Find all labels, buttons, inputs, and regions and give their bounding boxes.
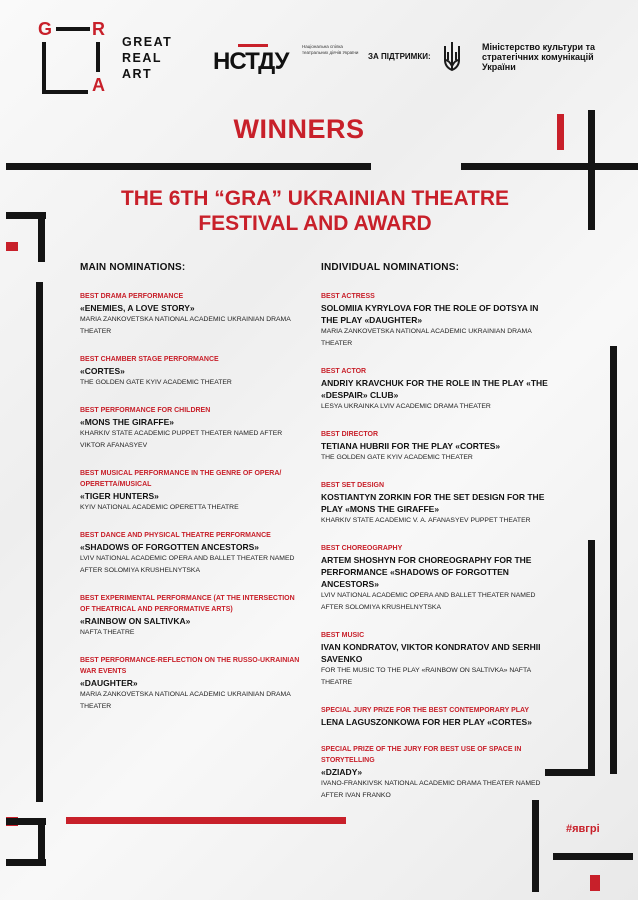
individual-nomination-entry bbox=[321, 480, 551, 527]
nomination-institution: THE GOLDEN GATE KYIV ACADEMIC THEATER bbox=[321, 454, 473, 461]
main-nomination-entry bbox=[80, 291, 302, 338]
ntay-logo-accent bbox=[238, 44, 268, 47]
gra-logo bbox=[38, 19, 105, 95]
nomination-winner: «CORTES» bbox=[80, 366, 125, 376]
nomination-winner: SOLOMIIA KYRYLOVA FOR THE ROLE OF DOTSYA IN THE PLAY «DAUGHTER» bbox=[321, 303, 539, 325]
nomination-category: BEST DRAMA PERFORMANCE bbox=[80, 293, 184, 300]
nomination-category: SPECIAL JURY PRIZE FOR THE BEST CONTEMPORARY PLAY bbox=[321, 707, 530, 714]
deco-vertical-right-bottom bbox=[588, 540, 595, 776]
main-nomination-entry bbox=[80, 530, 302, 577]
nomination-category: BEST DANCE AND PHYSICAL THEATRE PERFORMANCE bbox=[80, 532, 271, 539]
support-label: ЗА ПІДТРИМКИ: bbox=[368, 52, 431, 61]
gra-letter-g: G bbox=[38, 19, 53, 39]
nomination-winner: «RAINBOW ON SALTIVKA» bbox=[80, 616, 191, 626]
gra-word-real: REAL bbox=[122, 51, 163, 65]
nomination-institution: MARIA ZANKOVETSKA NATIONAL ACADEMIC UKRAINIAN DRAMA THEATER bbox=[80, 691, 291, 710]
nomination-category: BEST MUSIC bbox=[321, 632, 365, 639]
main-nomination-entry bbox=[80, 405, 302, 452]
gra-letter-r: R bbox=[92, 19, 105, 39]
individual-nominations-heading: INDIVIDUAL NOMINATIONS: bbox=[321, 262, 460, 273]
nomination-winner: KOSTIANTYN ZORKIN FOR THE SET DESIGN FOR THE PLAY «MONS THE GIRAFFE» bbox=[321, 492, 545, 514]
festival-subtitle: THE 6TH “GRA” UKRAINIAN THEATRE FESTIVAL AND AWARD bbox=[120, 187, 510, 235]
deco-red-square-left bbox=[6, 242, 18, 251]
nomination-institution: KYIV NATIONAL ACADEMIC OPERETTA THEATRE bbox=[80, 504, 239, 511]
nomination-category: BEST EXPERIMENTAL PERFORMANCE (AT THE INTERSECTION OF THEATRICAL AND PERFORMATIVE ARTS) bbox=[80, 595, 295, 613]
main-nominations-column bbox=[80, 262, 302, 729]
nomination-institution: KHARKIV STATE ACADEMIC PUPPET THEATER NAMED AFTER VIKTOR AFANASYEV bbox=[80, 430, 283, 449]
page-title: WINNERS bbox=[233, 114, 365, 144]
individual-nomination-entry bbox=[321, 291, 551, 350]
individual-nomination-entry bbox=[321, 543, 551, 614]
nomination-category: BEST CHOREOGRAPHY bbox=[321, 545, 403, 552]
main-nomination-entry bbox=[80, 468, 302, 514]
gra-word-great: GREAT bbox=[122, 35, 173, 49]
nomination-category: BEST ACTOR bbox=[321, 368, 367, 375]
nomination-winner: «DZIADY» bbox=[321, 767, 363, 777]
gra-wordmark bbox=[122, 34, 172, 82]
nomination-category: BEST ACTRESS bbox=[321, 293, 375, 300]
nomination-winner: «ENEMIES, A LOVE STORY» bbox=[80, 303, 195, 313]
individual-nominations-column bbox=[321, 262, 551, 818]
nomination-category: BEST CHAMBER STAGE PERFORMANCE bbox=[80, 356, 219, 363]
nomination-institution: LVIV NATIONAL ACADEMIC OPERA AND BALLET THEATER NAMED AFTER SOLOMIYA KRUSHELNYTSKA bbox=[80, 555, 295, 574]
main-nominations-heading: MAIN NOMINATIONS: bbox=[80, 262, 186, 273]
nomination-winner: ARTEM SHOSHYN FOR CHOREOGRAPHY FOR THE PERFORMANCE «SHADOWS OF FORGOTTEN ANCESTORS» bbox=[321, 555, 532, 589]
nomination-institution: FOR THE MUSIC TO THE PLAY «RAINBOW ON SALTIVKA» NAFTA THEATRE bbox=[321, 667, 531, 686]
deco-line-right-bottom bbox=[545, 769, 595, 776]
nomination-winner: IVAN KONDRATOV, VIKTOR KONDRATOV AND SERHII SAVENKO bbox=[321, 642, 541, 664]
nomination-winner: ANDRIY KRAVCHUK FOR THE ROLE IN THE PLAY «THE «DESPAIR» CLUB» bbox=[321, 378, 548, 400]
ntay-logo: НСТДУ bbox=[213, 48, 289, 75]
nomination-winner: «MONS THE GIRAFFE» bbox=[80, 417, 174, 427]
nomination-winner: TETIANA HUBRII FOR THE PLAY «CORTES» bbox=[321, 441, 501, 451]
nomination-institution: LESYA UKRAINKA LVIV ACADEMIC DRAMA THEATER bbox=[321, 403, 491, 410]
deco-red-line-bottom bbox=[66, 817, 346, 824]
deco-red-square-bottom-right bbox=[590, 875, 600, 891]
deco-line-top-left bbox=[6, 163, 371, 170]
nomination-institution: LVIV NATIONAL ACADEMIC OPERA AND BALLET THEATER NAMED AFTER SOLOMIYA KRUSHELNYTSKA bbox=[321, 592, 536, 611]
nomination-institution: KHARKIV STATE ACADEMIC V. A. AFANASYEV PUPPET THEATER bbox=[321, 517, 531, 524]
nomination-institution: IVANO-FRANKIVSK NATIONAL ACADEMIC DRAMA THEATER NAMED AFTER IVAN FRANKO bbox=[321, 780, 541, 799]
nomination-winner: «TIGER HUNTERS» bbox=[80, 491, 159, 501]
deco-line-bottom-right bbox=[553, 853, 633, 860]
gra-frame-bottom bbox=[42, 90, 88, 94]
nomination-category: BEST DIRECTOR bbox=[321, 431, 379, 438]
individual-nomination-entry bbox=[321, 705, 551, 728]
individual-nomination-entry bbox=[321, 744, 551, 802]
gra-word-art: ART bbox=[122, 67, 153, 81]
nomination-institution: MARIA ZANKOVETSKA NATIONAL ACADEMIC UKRAINIAN DRAMA THEATER bbox=[80, 316, 291, 335]
nomination-category: BEST MUSICAL PERFORMANCE IN THE GENRE OF OPERA/ OPERETTA/MUSICAL bbox=[80, 470, 282, 488]
nomination-category: BEST SET DESIGN bbox=[321, 482, 385, 489]
deco-vertical-left-long bbox=[36, 282, 43, 802]
nomination-institution: THE GOLDEN GATE KYIV ACADEMIC THEATER bbox=[80, 379, 232, 386]
individual-nomination-entry bbox=[321, 429, 551, 464]
nomination-category: BEST PERFORMANCE-REFLECTION ON THE RUSSO-UKRAINIAN WAR EVENTS bbox=[80, 657, 300, 675]
nomination-winner: «DAUGHTER» bbox=[80, 678, 138, 688]
main-nomination-entry bbox=[80, 354, 302, 389]
deco-vertical-left-mid bbox=[38, 212, 45, 262]
nomination-category: SPECIAL PRIZE OF THE JURY FOR BEST USE OF SPACE IN STORYTELLING bbox=[321, 746, 522, 764]
gra-frame-top bbox=[56, 27, 90, 31]
hashtag: #явгрі bbox=[566, 823, 600, 835]
nomination-category: BEST PERFORMANCE FOR CHILDREN bbox=[80, 407, 211, 414]
nomination-winner: LENA LAGUSZONKOWA FOR HER PLAY «CORTES» bbox=[321, 717, 532, 727]
deco-line-bottom-left-2 bbox=[6, 859, 46, 866]
main-nomination-entry bbox=[80, 593, 302, 639]
gra-frame-left bbox=[42, 42, 46, 94]
main-nomination-entry bbox=[80, 655, 302, 713]
trident-icon bbox=[441, 40, 463, 74]
ministry-name: Міністерство культури та стратегічних комунікацій України bbox=[482, 42, 595, 72]
deco-line-top-right bbox=[461, 163, 638, 170]
gra-frame-right bbox=[96, 42, 100, 72]
gra-letter-a: A bbox=[92, 75, 105, 95]
individual-nomination-entry bbox=[321, 630, 551, 689]
individual-nomination-entry bbox=[321, 366, 551, 413]
nomination-winner: «SHADOWS OF FORGOTTEN ANCESTORS» bbox=[80, 542, 259, 552]
nomination-institution: NAFTA THEATRE bbox=[80, 629, 135, 636]
nomination-institution: MARIA ZANKOVETSKA NATIONAL ACADEMIC UKRAINIAN DRAMA THEATER bbox=[321, 328, 532, 347]
ntay-subtitle: Національна спілка театральних діячів України bbox=[302, 44, 359, 55]
deco-vertical-right-long bbox=[610, 346, 617, 774]
